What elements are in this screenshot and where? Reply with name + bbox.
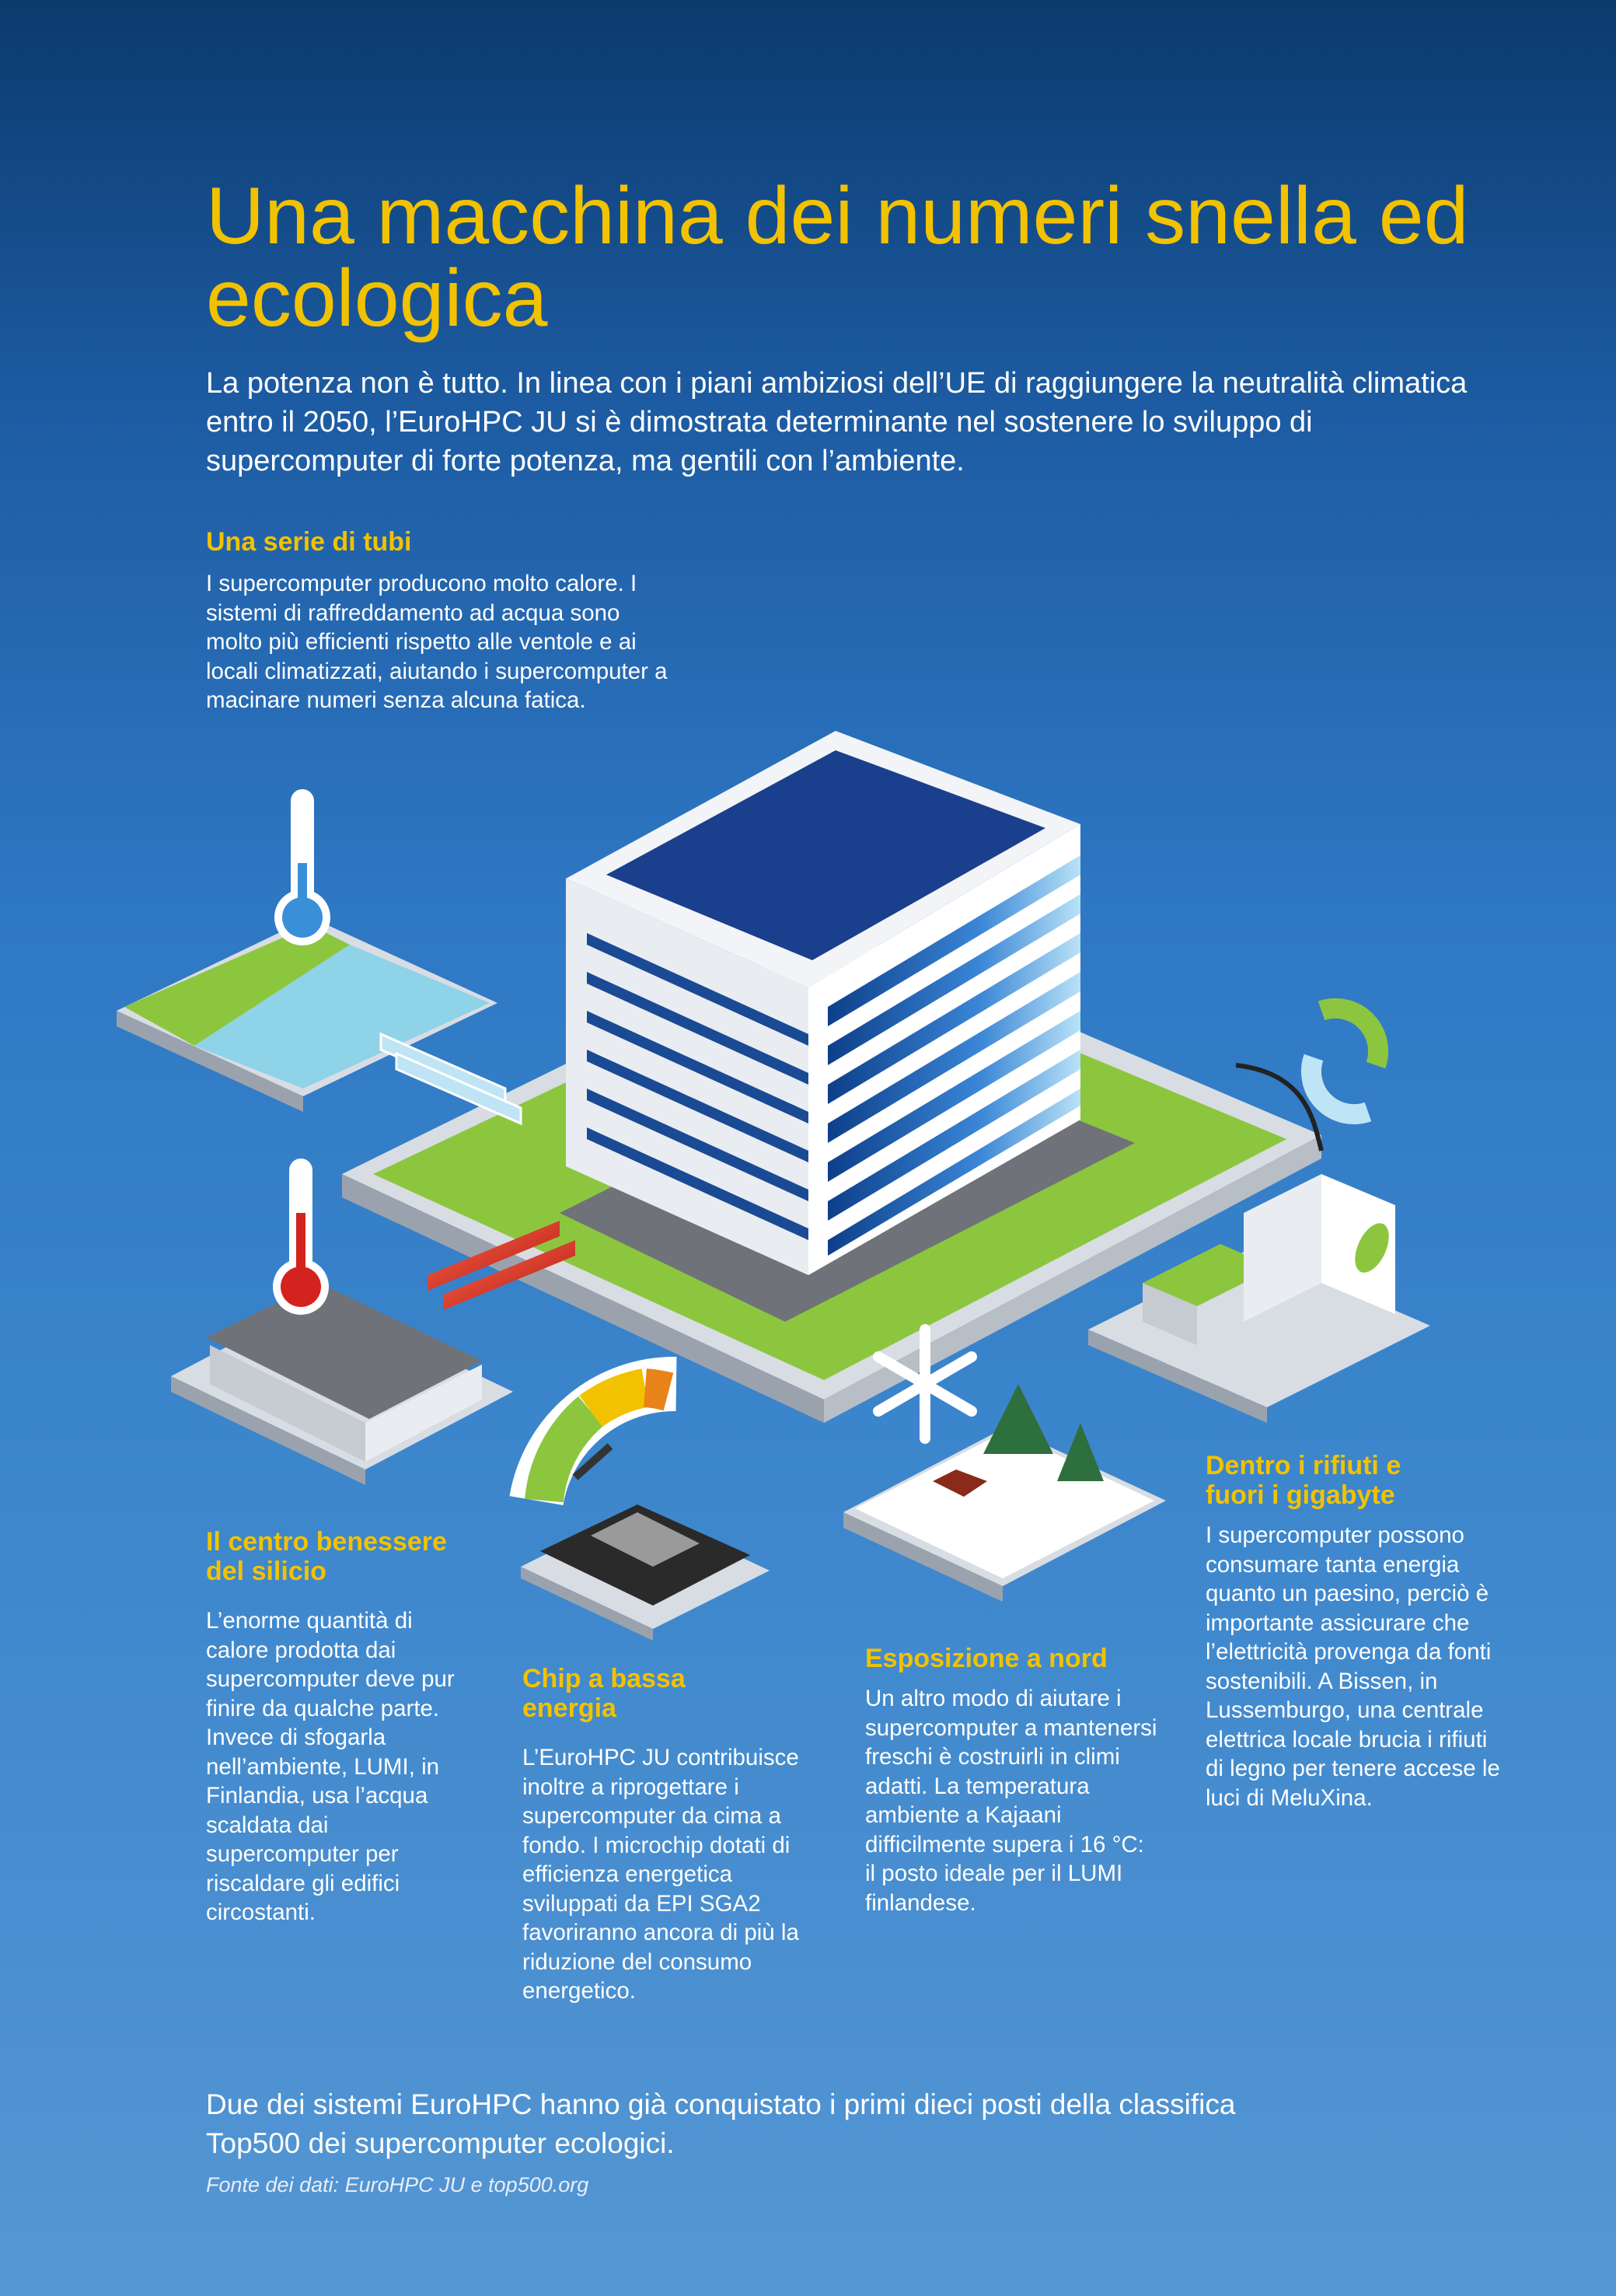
gauge-icon <box>536 1384 676 1501</box>
section-heading-rifiuti: Dentro i rifiuti e fuori i gigabyte <box>1206 1451 1401 1510</box>
section-text-chip: L’EuroHPC JU contribuisce inoltre a riprogettare i supercomputer da cima a fondo. I microchip dotati di efficienza energetica sviluppati da EPI SGA2 favoriranno ancora di più la riduzione del consumo energetico. <box>522 1745 799 2004</box>
section-heading-tubi: Una serie di tubi <box>206 527 412 557</box>
intro-paragraph: La potenza non è tutto. In linea con i piani ambiziosi dell’UE di raggiungere la neutralità climatica entro il 2050, l’EuroHPC JU si è dimostrata determinante nel sostenere lo sviluppo di supercomputer di forte potenza, ma gentili con l’ambiente. <box>206 367 1468 477</box>
heating-buildings-tile <box>171 1283 513 1485</box>
section-heading-chip: Chip a bassa energia <box>522 1664 686 1723</box>
section-text-nord: Un altro modo di aiutare i supercomputer a mantenersi freschi è costruirli in climi adatti. La temperatura ambiente a Kajaani difficilmente supera i 16 °C: il posto ideale per il LUMI finlandese. <box>865 1686 1157 1916</box>
section-text-tubi: I supercomputer producono molto calore. I sistemi di raffreddamento ad acqua sono molto più efficienti rispetto alle ventole e ai locali climatizzati, aiutando i supercomputer a macinare numeri senza alcuna fatica. <box>206 571 668 713</box>
data-source: Fonte dei dati: EuroHPC JU e top500.org <box>206 2173 589 2196</box>
thermometer-hot-icon <box>273 1158 329 1315</box>
snow-tile <box>843 1384 1166 1602</box>
cold-pipes <box>381 1034 521 1124</box>
recycle-icon <box>1311 1008 1378 1114</box>
microchip-icon <box>521 1504 770 1641</box>
footer-statement: Due dei sistemi EuroHPC hanno già conquistato i primi dieci posti della classifica Top500 dei supercomputer ecologici. <box>206 2088 1236 2159</box>
section-heading-benessere: Il centro benessere del silicio <box>206 1527 447 1586</box>
thermometer-cold-icon <box>274 789 330 945</box>
section-text-benessere: L’enorme quantità di calore prodotta dai supercomputer deve pur finire da qualche parte. Invece di sfogarla nell’ambiente, LUMI, in Finlandia, usa l’acqua scaldata dai supercomputer per riscaldare gli edifici circostanti. <box>206 1608 455 1925</box>
section-heading-nord: Esposizione a nord <box>865 1644 1108 1673</box>
page-title: Una macchina dei numeri snella ed ecologica <box>206 171 1469 344</box>
section-text-rifiuti: I supercomputer possono consumare tanta energia quanto un paesino, perciò è importante assicurare che l’elettricità provenga da fonti sostenibili. A Bissen, in Lussemburgo, una centrale elettrica locale brucia i rifiuti di legno per tenere accese le luci di MeluXina. <box>1206 1522 1500 1811</box>
